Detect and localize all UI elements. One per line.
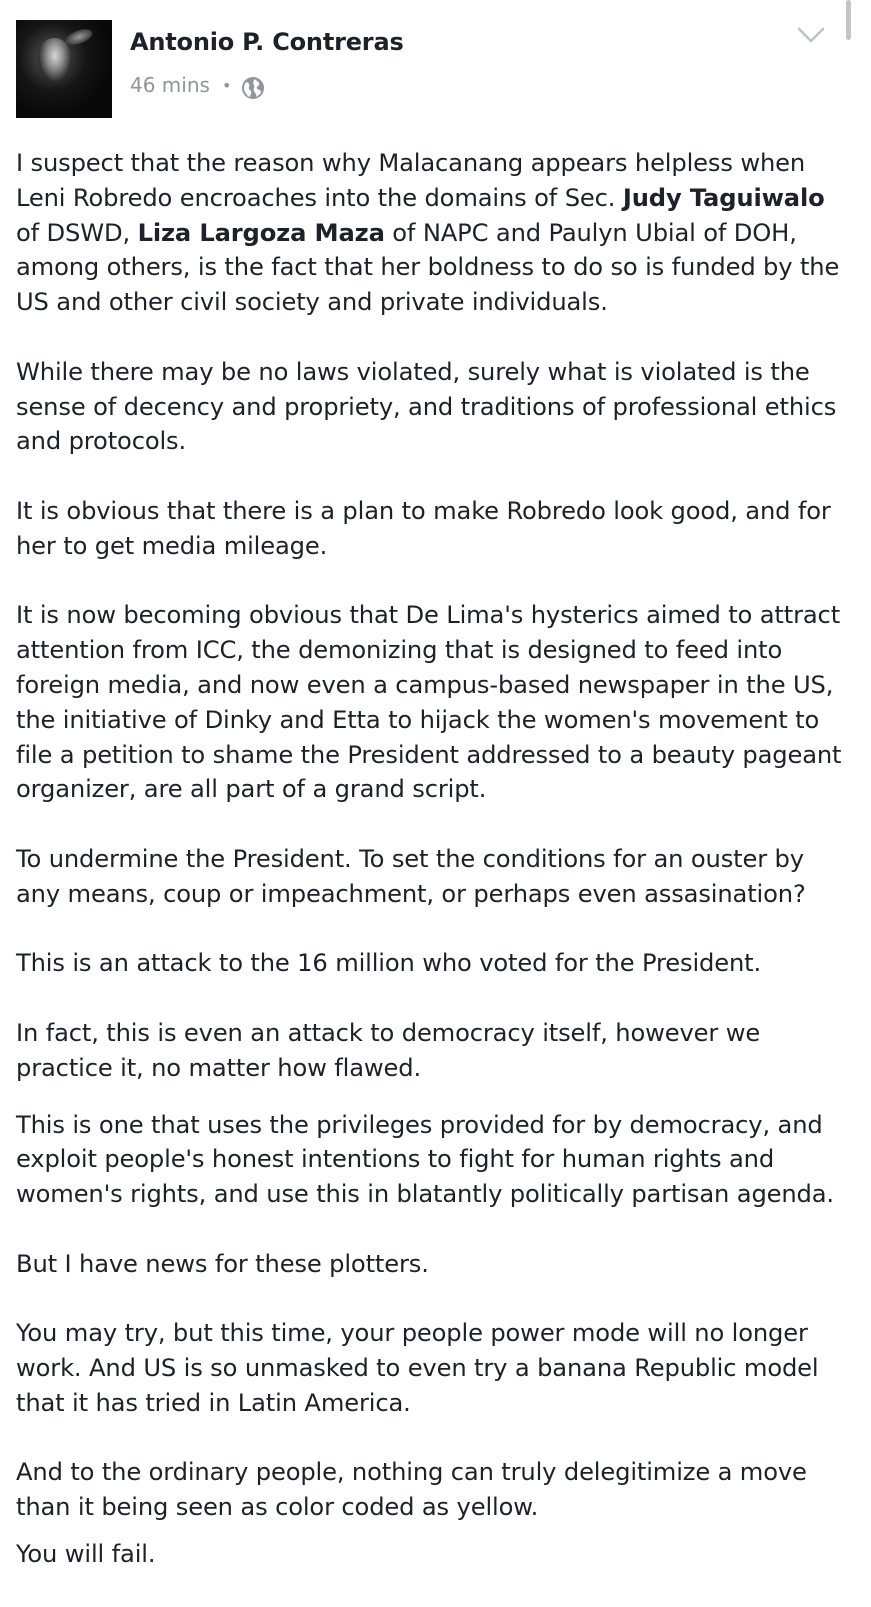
post-paragraph: You will fail. (16, 1540, 156, 1569)
post-paragraph: This is an attack to the 16 million who voted for the President. (16, 949, 762, 978)
post-paragraph: To undermine the President. To set the conditions for an ouster by any means, coup or impeachment, or perhaps even assasination? (16, 844, 806, 908)
tagged-name[interactable]: Liza Largoza Maza (137, 218, 385, 247)
post-timestamp[interactable]: 46 mins (130, 73, 210, 97)
tagged-name[interactable]: Judy Taguiwalo (622, 183, 825, 212)
post-paragraph: This is one that uses the privileges provided for by democracy, and exploit people's honest intentions to fight for human rights and women's rights, and use this in blatantly politically partisan agenda. (16, 1110, 834, 1209)
chevron-down-icon[interactable] (797, 26, 825, 44)
post-meta (130, 70, 265, 100)
post-paragraph: While there may be no laws violated, surely what is violated is the sense of decency and propriety, and traditions of professional ethics and protocols. (16, 357, 837, 456)
post-paragraph: But I have news for these plotters. (16, 1249, 429, 1278)
paragraph-text: of DSWD, (16, 218, 138, 247)
post-paragraph: In fact, this is even an attack to democracy itself, however we practice it, no matter how flawed. (16, 1018, 761, 1082)
paragraph-text: I suspect that the reason why Malacanang appears helpless when Leni Robredo encroaches into the domains of Sec. (16, 149, 806, 212)
post-paragraph (16, 146, 846, 320)
globe-icon (241, 76, 265, 100)
author-name[interactable]: Antonio P. Contreras (130, 28, 404, 56)
post-paragraph: You may try, but this time, your people power mode will no longer work. And US is so unmasked to even try a banana Republic model that it has tried in Latin America. (16, 1319, 819, 1417)
post-paragraph: And to the ordinary people, nothing can truly delegitimize a move than it being seen as color coded as yellow. (16, 1458, 807, 1522)
meta-separator: • (221, 75, 232, 95)
post-body (16, 146, 846, 1607)
post-paragraph: It is now becoming obvious that De Lima's hysterics aimed to attract attention from ICC, the demonizing that is designed to feed into foreign media, and now even a campus-based newspaper in the US, the initiative of Dinky and Etta to hijack the women's movement to file a petition to shame the President addressed to a beauty pageant organizer, are all part of a grand script. (16, 601, 842, 804)
post-paragraph: It is obvious that there is a plan to make Robredo look good, and for her to get media mileage. (16, 496, 831, 560)
scrollbar-thumb[interactable] (846, 0, 851, 40)
author-avatar[interactable] (16, 20, 112, 118)
paragraph-text: of NAPC and Paulyn Ubial of DOH, among others, is the fact that her boldness to do so is funded by the US and other civil society and private individuals. (16, 218, 840, 317)
